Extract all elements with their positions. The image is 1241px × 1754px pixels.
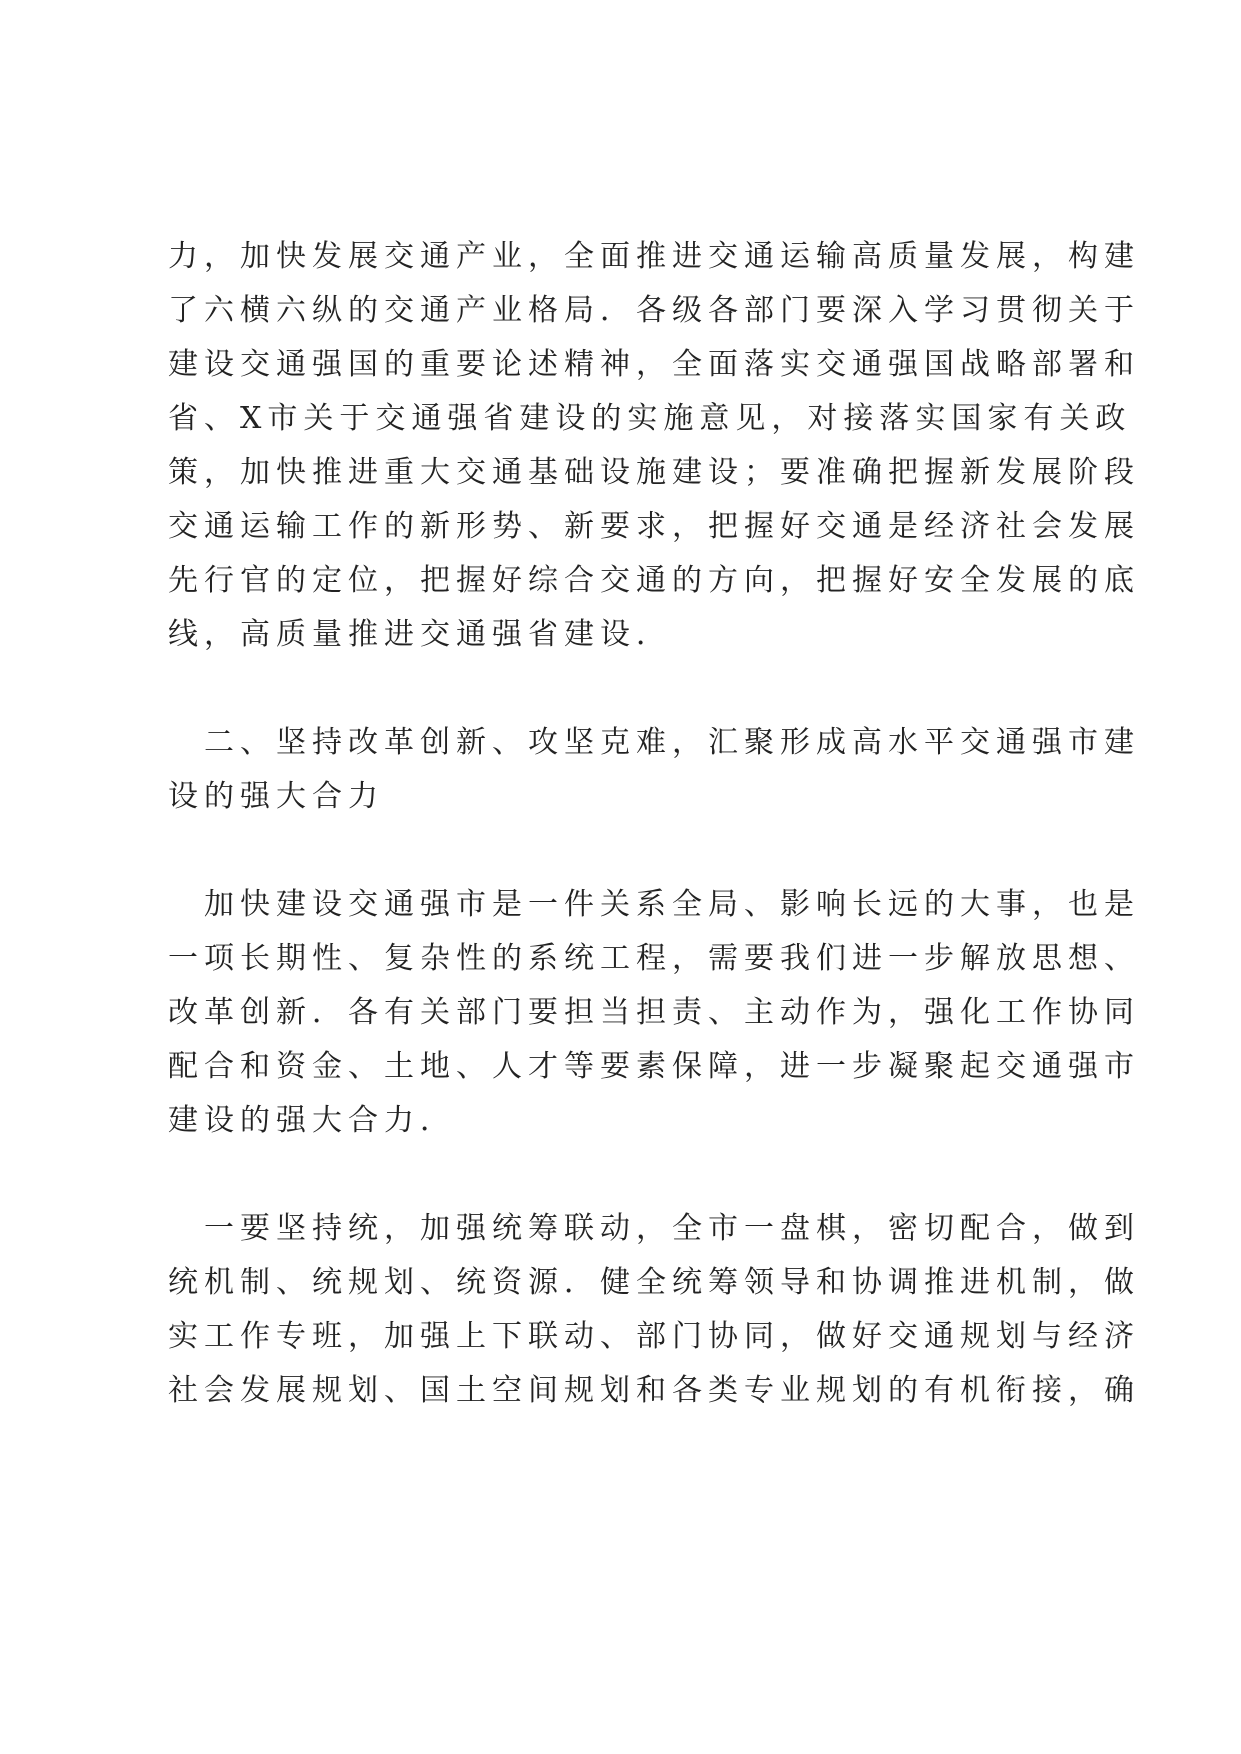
paragraph-reform-innovation (168, 878, 1140, 1148)
text-line: 先行官的定位，把握好综合交通的方向，把握好安全发展的底 (168, 563, 1140, 598)
paragraph-spacer (168, 1148, 1075, 1202)
text-line: 实工作专班，加强上下联动、部门协同，做好交通规划与经济 (168, 1319, 1140, 1354)
section-heading-2 (168, 716, 1140, 824)
paragraph-spacer (168, 824, 1075, 878)
text-line: 省、X市关于交通强省建设的实施意见，对接落实国家有关政 (168, 401, 1132, 436)
paragraph-spacer (168, 662, 1075, 716)
paragraph-coordination (168, 1202, 1140, 1418)
text-line: 加快建设交通强市是一件关系全局、影响长远的大事，也是 (204, 887, 1140, 922)
text-line: 一项长期性、复杂性的系统工程，需要我们进一步解放思想、 (168, 941, 1140, 976)
heading-line: 设的强大合力 (168, 779, 384, 814)
paragraph-transport-industry (168, 230, 1140, 662)
document-body (168, 230, 1140, 1418)
heading-line: 二、坚持改革创新、攻坚克难，汇聚形成高水平交通强市建 (204, 725, 1140, 760)
text-line: 交通运输工作的新形势、新要求，把握好交通是经济社会发展 (168, 509, 1140, 544)
text-line: 线，高质量推进交通强省建设． (168, 617, 672, 652)
text-line: 建设交通强国的重要论述精神，全面落实交通强国战略部署和 (168, 347, 1140, 382)
text-line: 建设的强大合力． (168, 1103, 456, 1138)
text-line: 配合和资金、土地、人才等要素保障，进一步凝聚起交通强市 (168, 1049, 1140, 1084)
text-line: 社会发展规划、国土空间规划和各类专业规划的有机衔接，确 (168, 1373, 1140, 1408)
text-line: 力，加快发展交通产业，全面推进交通运输高质量发展，构建 (168, 239, 1140, 274)
text-line: 策，加快推进重大交通基础设施建设；要准确把握新发展阶段 (168, 455, 1140, 490)
text-line: 了六横六纵的交通产业格局．各级各部门要深入学习贯彻关于 (168, 293, 1140, 328)
text-line: 改革创新．各有关部门要担当担责、主动作为，强化工作协同 (168, 995, 1140, 1030)
text-line: 统机制、统规划、统资源．健全统筹领导和协调推进机制，做 (168, 1265, 1140, 1300)
text-line: 一要坚持统，加强统筹联动，全市一盘棋，密切配合，做到 (204, 1211, 1140, 1246)
